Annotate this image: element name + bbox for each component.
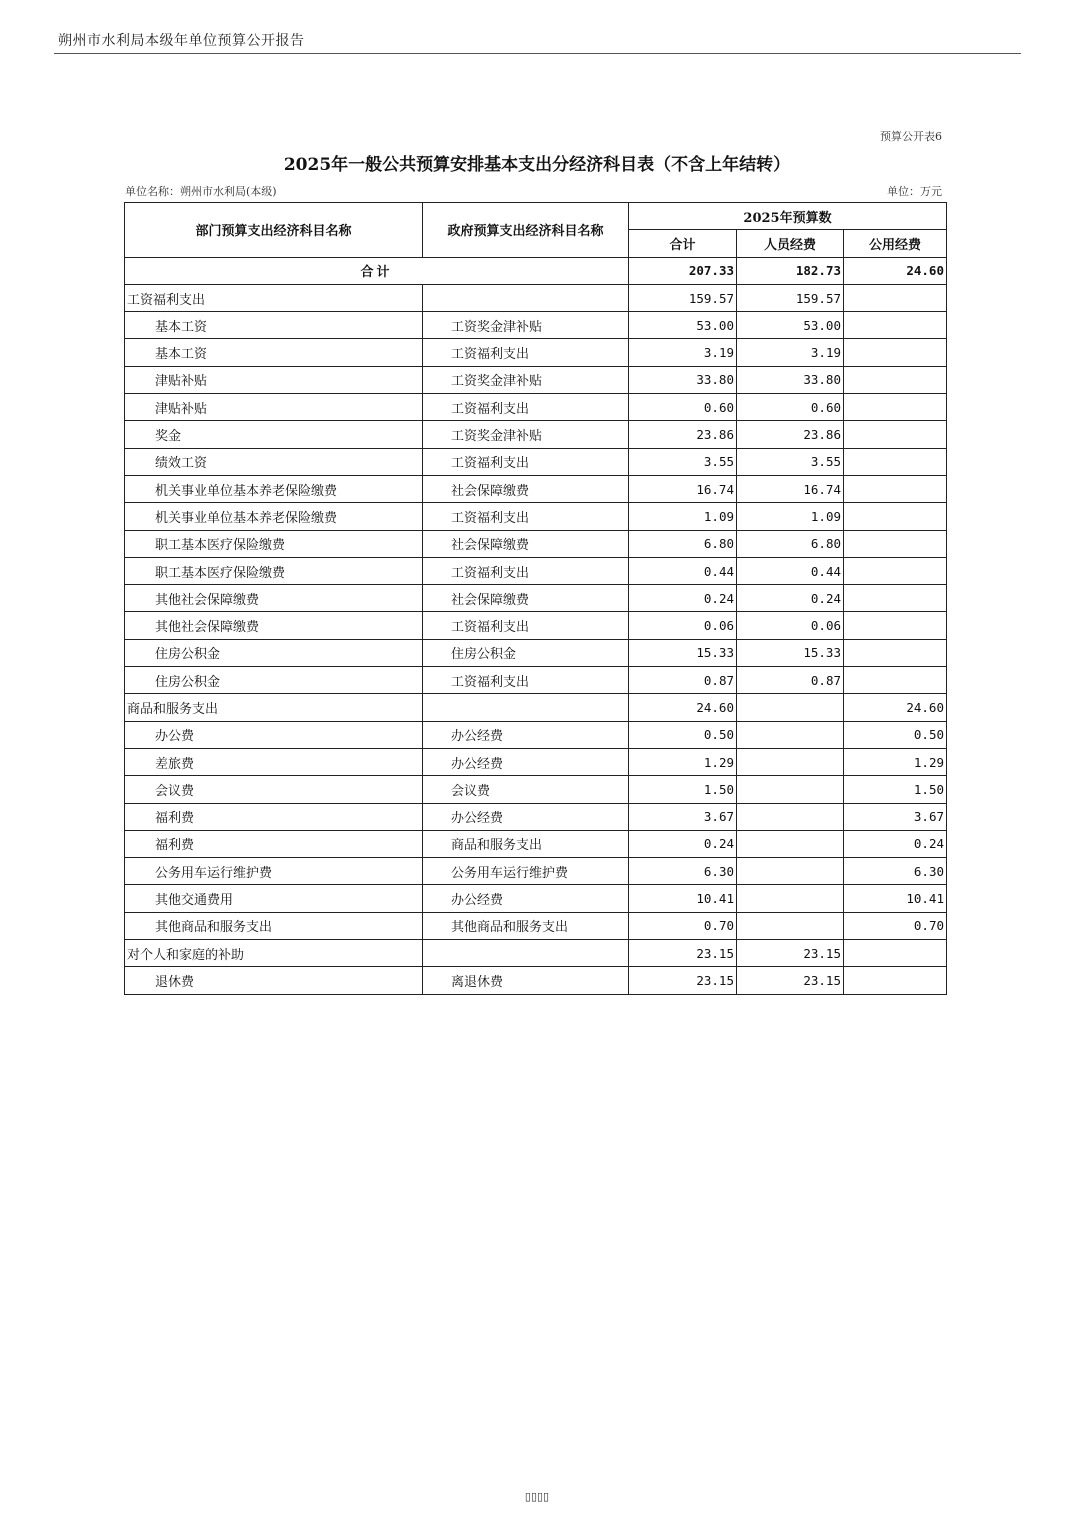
gov-item-cell: 工资福利支出 xyxy=(423,394,629,421)
total-cell: 0.50 xyxy=(629,721,737,748)
total-cell: 15.33 xyxy=(629,639,737,666)
gov-item-cell: 工资奖金津补贴 xyxy=(423,366,629,393)
category-row xyxy=(125,694,947,721)
table-row xyxy=(125,421,947,448)
table-row xyxy=(125,885,947,912)
public-cell: 3.67 xyxy=(844,803,947,830)
table-row xyxy=(125,312,947,339)
public-cell: 6.30 xyxy=(844,858,947,885)
column-header-public: 公用经费 xyxy=(844,230,947,257)
public-cell xyxy=(844,585,947,612)
public-cell xyxy=(844,284,947,311)
dept-item-cell: 差旅费 xyxy=(125,748,423,775)
personnel-cell: 53.00 xyxy=(737,312,844,339)
table-row xyxy=(125,667,947,694)
column-header-personnel: 人员经费 xyxy=(737,230,844,257)
gov-item-cell: 工资福利支出 xyxy=(423,448,629,475)
gov-item-cell: 工资福利支出 xyxy=(423,503,629,530)
gov-item-cell: 社会保障缴费 xyxy=(423,475,629,502)
gov-item-cell: 工资福利支出 xyxy=(423,667,629,694)
table-row xyxy=(125,912,947,939)
personnel-cell: 0.87 xyxy=(737,667,844,694)
personnel-cell xyxy=(737,776,844,803)
table-row xyxy=(125,612,947,639)
gov-item-cell: 离退休费 xyxy=(423,967,629,994)
dept-item-cell: 其他社会保障缴费 xyxy=(125,585,423,612)
total-cell: 0.24 xyxy=(629,830,737,857)
table-row xyxy=(125,748,947,775)
personnel-cell: 159.57 xyxy=(737,284,844,311)
public-cell xyxy=(844,366,947,393)
column-header-total: 合计 xyxy=(629,230,737,257)
column-header-dept: 部门预算支出经济科目名称 xyxy=(125,203,423,258)
public-cell: 0.50 xyxy=(844,721,947,748)
total-cell: 24.60 xyxy=(629,694,737,721)
dept-item-cell: 津贴补贴 xyxy=(125,394,423,421)
public-cell xyxy=(844,312,947,339)
public-cell xyxy=(844,448,947,475)
personnel-cell: 3.55 xyxy=(737,448,844,475)
gov-item-cell: 工资奖金津补贴 xyxy=(423,312,629,339)
public-cell xyxy=(844,667,947,694)
personnel-cell xyxy=(737,885,844,912)
table-body xyxy=(125,257,947,994)
table-row xyxy=(125,366,947,393)
dept-item-cell: 福利费 xyxy=(125,830,423,857)
total-cell: 0.44 xyxy=(629,557,737,584)
gov-item-cell: 办公经费 xyxy=(423,721,629,748)
dept-item-cell: 住房公积金 xyxy=(125,667,423,694)
gov-item-cell: 会议费 xyxy=(423,776,629,803)
gov-item-cell: 办公经费 xyxy=(423,885,629,912)
dept-item-cell: 奖金 xyxy=(125,421,423,448)
dept-item-cell: 其他商品和服务支出 xyxy=(125,912,423,939)
personnel-cell: 23.15 xyxy=(737,940,844,967)
personnel-cell: 0.24 xyxy=(737,585,844,612)
personnel-cell: 15.33 xyxy=(737,639,844,666)
personnel-cell xyxy=(737,830,844,857)
personnel-cell: 23.15 xyxy=(737,967,844,994)
table-row xyxy=(125,394,947,421)
personnel-cell: 33.80 xyxy=(737,366,844,393)
public-cell xyxy=(844,421,947,448)
public-cell xyxy=(844,612,947,639)
total-cell: 53.00 xyxy=(629,312,737,339)
table-row xyxy=(125,721,947,748)
dept-item-cell: 机关事业单位基本养老保险缴费 xyxy=(125,503,423,530)
public-cell xyxy=(844,394,947,421)
total-cell: 10.41 xyxy=(629,885,737,912)
gov-item-cell: 社会保障缴费 xyxy=(423,530,629,557)
personnel-cell: 6.80 xyxy=(737,530,844,557)
dept-item-cell: 机关事业单位基本养老保险缴费 xyxy=(125,475,423,502)
personnel-cell: 16.74 xyxy=(737,475,844,502)
table-row xyxy=(125,557,947,584)
total-label: 合计 xyxy=(125,257,629,284)
public-cell: 24.60 xyxy=(844,694,947,721)
dept-item-cell: 会议费 xyxy=(125,776,423,803)
total-cell: 6.80 xyxy=(629,530,737,557)
personnel-cell: 1.09 xyxy=(737,503,844,530)
public-cell xyxy=(844,530,947,557)
dept-item-cell: 绩效工资 xyxy=(125,448,423,475)
total-cell: 23.15 xyxy=(629,940,737,967)
category-row xyxy=(125,940,947,967)
total-cell: 23.15 xyxy=(629,967,737,994)
total-cell: 0.70 xyxy=(629,912,737,939)
gov-item-cell xyxy=(423,694,629,721)
total-personnel: 182.73 xyxy=(737,257,844,284)
dept-item-cell: 其他交通费用 xyxy=(125,885,423,912)
dept-item-cell: 办公费 xyxy=(125,721,423,748)
public-cell xyxy=(844,967,947,994)
public-cell: 1.29 xyxy=(844,748,947,775)
gov-item-cell: 社会保障缴费 xyxy=(423,585,629,612)
gov-item-cell: 办公经费 xyxy=(423,748,629,775)
public-cell xyxy=(844,639,947,666)
table-row xyxy=(125,858,947,885)
gov-item-cell: 工资福利支出 xyxy=(423,557,629,584)
dept-item-cell: 基本工资 xyxy=(125,312,423,339)
total-cell: 0.06 xyxy=(629,612,737,639)
total-cell: 0.24 xyxy=(629,585,737,612)
total-row xyxy=(125,257,947,284)
personnel-cell xyxy=(737,721,844,748)
total-cell: 1.50 xyxy=(629,776,737,803)
dept-item-cell: 退休费 xyxy=(125,967,423,994)
personnel-cell: 0.60 xyxy=(737,394,844,421)
gov-item-cell: 工资福利支出 xyxy=(423,339,629,366)
gov-item-cell: 住房公积金 xyxy=(423,639,629,666)
unit-name: 单位名称：朔州市水利局(本级) xyxy=(125,185,277,198)
personnel-cell xyxy=(737,912,844,939)
total-cell: 16.74 xyxy=(629,475,737,502)
table-row xyxy=(125,448,947,475)
personnel-cell: 3.19 xyxy=(737,339,844,366)
header-divider xyxy=(54,53,1021,54)
public-cell: 10.41 xyxy=(844,885,947,912)
total-cell: 33.80 xyxy=(629,366,737,393)
dept-item-cell: 基本工资 xyxy=(125,339,423,366)
personnel-cell xyxy=(737,803,844,830)
total-cell: 1.09 xyxy=(629,503,737,530)
total-cell: 0.60 xyxy=(629,394,737,421)
table-title: 2025年一般公共预算安排基本支出分经济科目表（不含上年结转） xyxy=(283,155,791,175)
gov-item-cell: 公务用车运行维护费 xyxy=(423,858,629,885)
dept-item-cell: 津贴补贴 xyxy=(125,366,423,393)
total-cell: 3.55 xyxy=(629,448,737,475)
public-cell xyxy=(844,339,947,366)
budget-table xyxy=(124,202,947,995)
public-cell: 1.50 xyxy=(844,776,947,803)
form-number: 预算公开表6 xyxy=(880,130,942,143)
total-cell: 0.87 xyxy=(629,667,737,694)
personnel-cell: 23.86 xyxy=(737,421,844,448)
table-row xyxy=(125,585,947,612)
gov-item-cell: 工资福利支出 xyxy=(423,612,629,639)
public-cell: 0.24 xyxy=(844,830,947,857)
personnel-cell xyxy=(737,748,844,775)
table-row xyxy=(125,639,947,666)
table-row xyxy=(125,830,947,857)
table-row xyxy=(125,803,947,830)
table-row xyxy=(125,967,947,994)
dept-item-cell: 福利费 xyxy=(125,803,423,830)
column-header-group: 2025年预算数 xyxy=(629,203,947,230)
table-row xyxy=(125,475,947,502)
total-cell: 3.67 xyxy=(629,803,737,830)
document-header-title: 朔州市水利局本级年单位预算公开报告 xyxy=(58,33,305,49)
gov-item-cell: 工资奖金津补贴 xyxy=(423,421,629,448)
personnel-cell: 0.06 xyxy=(737,612,844,639)
dept-item-cell: 商品和服务支出 xyxy=(125,694,423,721)
dept-item-cell: 工资福利支出 xyxy=(125,284,423,311)
gov-item-cell: 商品和服务支出 xyxy=(423,830,629,857)
table-row xyxy=(125,776,947,803)
table-row xyxy=(125,339,947,366)
unit-label: 单位：万元 xyxy=(887,185,942,198)
personnel-cell: 0.44 xyxy=(737,557,844,584)
personnel-cell xyxy=(737,858,844,885)
public-cell xyxy=(844,503,947,530)
personnel-cell xyxy=(737,694,844,721)
table-row xyxy=(125,530,947,557)
dept-item-cell: 其他社会保障缴费 xyxy=(125,612,423,639)
column-header-gov: 政府预算支出经济科目名称 xyxy=(423,203,629,258)
total-cell: 23.86 xyxy=(629,421,737,448)
gov-item-cell: 其他商品和服务支出 xyxy=(423,912,629,939)
gov-item-cell xyxy=(423,284,629,311)
table-row xyxy=(125,503,947,530)
total-cell: 159.57 xyxy=(629,284,737,311)
gov-item-cell: 办公经费 xyxy=(423,803,629,830)
total-cell: 6.30 xyxy=(629,858,737,885)
public-cell xyxy=(844,475,947,502)
public-cell: 0.70 xyxy=(844,912,947,939)
public-cell xyxy=(844,557,947,584)
page-number: ▯▯▯▯ xyxy=(524,1490,550,1503)
total-public: 24.60 xyxy=(844,257,947,284)
dept-item-cell: 对个人和家庭的补助 xyxy=(125,940,423,967)
total-cell: 1.29 xyxy=(629,748,737,775)
total-cell: 3.19 xyxy=(629,339,737,366)
gov-item-cell xyxy=(423,940,629,967)
total-amount: 207.33 xyxy=(629,257,737,284)
dept-item-cell: 住房公积金 xyxy=(125,639,423,666)
dept-item-cell: 公务用车运行维护费 xyxy=(125,858,423,885)
dept-item-cell: 职工基本医疗保险缴费 xyxy=(125,530,423,557)
dept-item-cell: 职工基本医疗保险缴费 xyxy=(125,557,423,584)
category-row xyxy=(125,284,947,311)
public-cell xyxy=(844,940,947,967)
